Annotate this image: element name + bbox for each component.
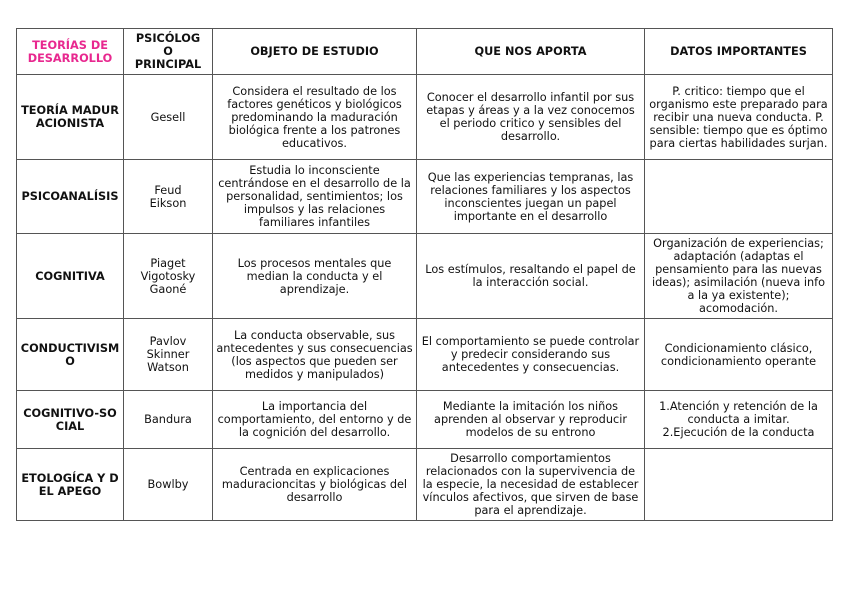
object-cell: Los procesos mentales que median la conducta y el aprendizaje.	[213, 234, 417, 319]
table-row	[17, 160, 833, 234]
notes-cell: 1.Atención y retención de la conducta a imitar. 2.Ejecución de la conducta	[645, 391, 833, 449]
psychologist-cell: Feud Eikson	[124, 160, 213, 234]
header-notes: DATOS IMPORTANTES	[645, 29, 833, 75]
contribution-cell: Que las experiencias tempranas, las relaciones familiares y los aspectos inconscientes juegan un papel importante en el desarrollo	[417, 160, 645, 234]
theory-name: PSICOANALÍSIS	[17, 160, 124, 234]
notes-cell	[645, 160, 833, 234]
theory-name: COGNITIVA	[17, 234, 124, 319]
table-row	[17, 391, 833, 449]
theories-table	[16, 28, 833, 521]
psychologist-cell: Pavlov Skinner Watson	[124, 319, 213, 391]
contribution-cell: Desarrollo comportamientos relacionados con la supervivencia de la especie, la necesidad de establecer vínculos afectivos, que sirven de base para el aprendizaje.	[417, 449, 645, 521]
notes-cell: Condicionamiento clásico, condicionamiento operante	[645, 319, 833, 391]
table-row	[17, 75, 833, 160]
notes-cell	[645, 449, 833, 521]
psychologist-cell: Piaget Vigotosky Gaoné	[124, 234, 213, 319]
table-row	[17, 449, 833, 521]
psychologist-cell: Gesell	[124, 75, 213, 160]
theory-name: TEORÍA MADURACIONISTA	[17, 75, 124, 160]
object-cell: Estudia lo inconsciente centrándose en el desarrollo de la personalidad, sentimientos; los impulsos y las relaciones familiares infantiles	[213, 160, 417, 234]
object-cell: La conducta observable, sus antecedentes y sus consecuencias (los aspectos que pueden ser medidos y manipulados)	[213, 319, 417, 391]
header-theories: TEORÍAS DE DESARROLLO	[17, 29, 124, 75]
table-row	[17, 319, 833, 391]
header-object: OBJETO DE ESTUDIO	[213, 29, 417, 75]
header-psychologist: PSICÓLOG O PRINCIPAL	[124, 29, 213, 75]
header-contribution: QUE NOS APORTA	[417, 29, 645, 75]
header-row	[17, 29, 833, 75]
table-row	[17, 234, 833, 319]
theory-name: COGNITIVO-SOCIAL	[17, 391, 124, 449]
theory-name: CONDUCTIVISMO	[17, 319, 124, 391]
contribution-cell: Mediante la imitación los niños aprenden al observar y reproducir modelos de su entrono	[417, 391, 645, 449]
theory-name: ETOLOGÍCA Y DEL APEGO	[17, 449, 124, 521]
notes-cell: P. critico: tiempo que el organismo este preparado para recibir una nueva conducta. P. sensible: tiempo que es óptimo para ciertas habilidades surjan.	[645, 75, 833, 160]
contribution-cell: Conocer el desarrollo infantil por sus etapas y áreas y a la vez conocemos el periodo critico y sensibles del desarrollo.	[417, 75, 645, 160]
contribution-cell: Los estímulos, resaltando el papel de la interacción social.	[417, 234, 645, 319]
object-cell: Centrada en explicaciones maduracioncitas y biológicas del desarrollo	[213, 449, 417, 521]
psychologist-cell: Bowlby	[124, 449, 213, 521]
object-cell: Considera el resultado de los factores genéticos y biológicos predominando la maduración biológica frente a los patrones educativos.	[213, 75, 417, 160]
psychologist-cell: Bandura	[124, 391, 213, 449]
object-cell: La importancia del comportamiento, del entorno y de la cognición del desarrollo.	[213, 391, 417, 449]
contribution-cell: El comportamiento se puede controlar y predecir considerando sus antecedentes y consecuencias.	[417, 319, 645, 391]
notes-cell: Organización de experiencias; adaptación (adaptas el pensamiento para las nuevas ideas); asimilación (nueva info a la ya existente); acomodación.	[645, 234, 833, 319]
